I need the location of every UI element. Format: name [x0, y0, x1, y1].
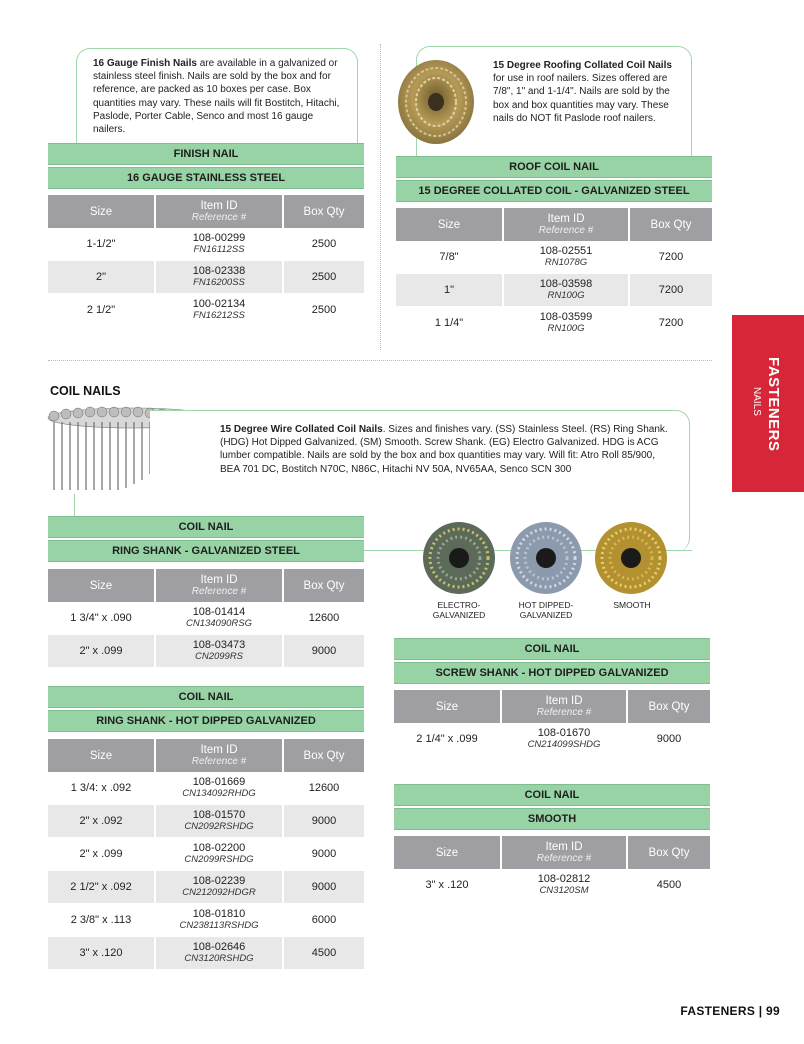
col-box-qty: Box Qty — [284, 569, 364, 602]
roof-coil-subbar: 15 DEGREE COLLATED COIL - GALVANIZED STEEL — [396, 180, 712, 202]
ring-hdg-subbar: RING SHANK - HOT DIPPED GALVANIZED — [48, 710, 364, 732]
table-row: 1" 108-03598 RN100G 7200 — [396, 274, 712, 307]
col-item-id: Item ID Reference # — [156, 739, 282, 772]
table-row: 2 3/8" x .113 108-01810 CN238113RSHDG 6000 — [48, 904, 364, 937]
roof-coil-bar: ROOF COIL NAIL — [396, 156, 712, 178]
smooth-bar: COIL NAIL — [394, 784, 710, 806]
screw-hdg-bar: COIL NAIL — [394, 638, 710, 660]
finish-nail-subbar: 16 GAUGE STAINLESS STEEL — [48, 167, 364, 189]
col-box-qty: Box Qty — [628, 836, 710, 869]
screw-hdg-table — [392, 690, 712, 756]
table-row: 1 3/4" x .090 108-01414 CN134090RSG 12600 — [48, 602, 364, 635]
table-row: 2" x .099 108-02200 CN2099RSHDG 9000 — [48, 838, 364, 871]
table-row: 1 3/4: x .092 108-01669 CN134092RHDG 12600 — [48, 772, 364, 805]
ring-hdg-bar: COIL NAIL — [48, 686, 364, 708]
roof-coil-nail-image — [396, 56, 476, 146]
caption-electro-galvanized: ELECTRO- GALVANIZED — [432, 600, 486, 620]
col-size: Size — [396, 208, 502, 241]
tab-subtitle: NAILS — [751, 387, 762, 416]
table-row: 1-1/2" 108-00299 FN16112SS 2500 — [48, 228, 364, 261]
table-row: 3" x .120 108-02646 CN3120RSHDG 4500 — [48, 937, 364, 970]
col-item-id: Item ID Reference # — [156, 569, 282, 602]
ring-galv-subbar: RING SHANK - GALVANIZED STEEL — [48, 540, 364, 562]
ring-galv-bar: COIL NAIL — [48, 516, 364, 538]
finish-nail-bar: FINISH NAIL — [48, 143, 364, 165]
callout-body: for use in roof nailers. Sizes offered are 7/8", 1" and 1-1/4". Nails are sold by the box and box quantities may vary. These nails do NOT fit Paslode roof nailers. — [493, 73, 670, 124]
table-row: 7/8" 108-02551 RN1078G 7200 — [396, 241, 712, 274]
col-item-id: Item ID Reference # — [502, 836, 626, 869]
col-size: Size — [48, 739, 154, 772]
table-row: 2 1/2" 100-02134 FN16212SS 2500 — [48, 294, 364, 327]
roof-coil-table — [394, 208, 714, 340]
section-title: COIL NAILS — [50, 384, 121, 398]
callout-body: are available in a galvanized or stainless steel finish. Nails are sold by the box and for reference, are packed as 10 boxes per case. Box quantities may vary. These nails will fit Bostitch, Hitachi, Paslode, Porter Cable, Senco and most 16 gauge nailers. — [93, 58, 340, 136]
column-divider — [380, 44, 381, 350]
hot-dipped-galvanized-coil-image — [508, 520, 584, 596]
tab-title: FASTENERS — [765, 357, 782, 452]
screw-hdg-subbar: SCREW SHANK - HOT DIPPED GALVANIZED — [394, 662, 710, 684]
smooth-table — [392, 836, 712, 902]
col-size: Size — [394, 690, 500, 723]
col-item-id: Item ID Reference # — [156, 195, 282, 228]
table-row: 2 1/4" x .099 108-01670 CN214099SHDG 9000 — [394, 723, 710, 756]
table-row: 1 1/4" 108-03599 RN100G 7200 — [396, 307, 712, 340]
table-row: 3" x .120 108-02812 CN3120SM 4500 — [394, 869, 710, 902]
ring-galv-table — [46, 569, 366, 668]
table-row: 2" x .092 108-01570 CN2092RSHDG 9000 — [48, 805, 364, 838]
callout-title: 16 Gauge Finish Nails — [93, 58, 197, 69]
finish-nail-callout — [76, 48, 358, 144]
table-row: 2" 108-02338 FN16200SS 2500 — [48, 261, 364, 294]
callout-body: . Sizes and finishes vary. (SS) Stainless Steel. (RS) Ring Shank. (HDG) Hot Dipped Galvanized. (SM) Smooth. Screw Shank. (EG) Electro Galvanized. HDG is ACG lumber compatible. Nails are sold by the box and box quantities may vary. Will fit: Atro Roll 85/900, BEA 701 DC, Bostitch N70C, N86C, Hitachi NV 50A, NV65AA, Senco SCN 300 — [220, 424, 668, 475]
caption-hot-dipped-galvanized: HOT DIPPED- GALVANIZED — [518, 600, 574, 620]
col-box-qty: Box Qty — [284, 739, 364, 772]
callout-title: 15 Degree Roofing Collated Coil Nails — [493, 60, 672, 71]
section-divider — [48, 360, 712, 361]
col-item-id: Item ID Reference # — [502, 690, 626, 723]
electro-galvanized-coil-image — [421, 520, 497, 596]
smooth-coil-image — [593, 520, 669, 596]
col-size: Size — [48, 195, 154, 228]
finish-nail-table — [46, 195, 366, 327]
page-footer: FASTENERS | 99 — [680, 1004, 780, 1018]
table-row: 2" x .099 108-03473 CN2099RS 9000 — [48, 635, 364, 668]
connector-line — [74, 494, 75, 516]
callout-title: 15 Degree Wire Collated Coil Nails — [220, 424, 383, 435]
col-item-id: Item ID Reference # — [504, 208, 628, 241]
col-box-qty: Box Qty — [284, 195, 364, 228]
col-box-qty: Box Qty — [630, 208, 712, 241]
table-row: 2 1/2" x .092 108-02239 CN212092HDGR 9000 — [48, 871, 364, 904]
col-size: Size — [48, 569, 154, 602]
smooth-subbar: SMOOTH — [394, 808, 710, 830]
col-box-qty: Box Qty — [628, 690, 710, 723]
caption-smooth: SMOOTH — [613, 600, 651, 610]
col-size: Size — [394, 836, 500, 869]
section-tab — [732, 315, 804, 492]
ring-hdg-table — [46, 739, 366, 970]
